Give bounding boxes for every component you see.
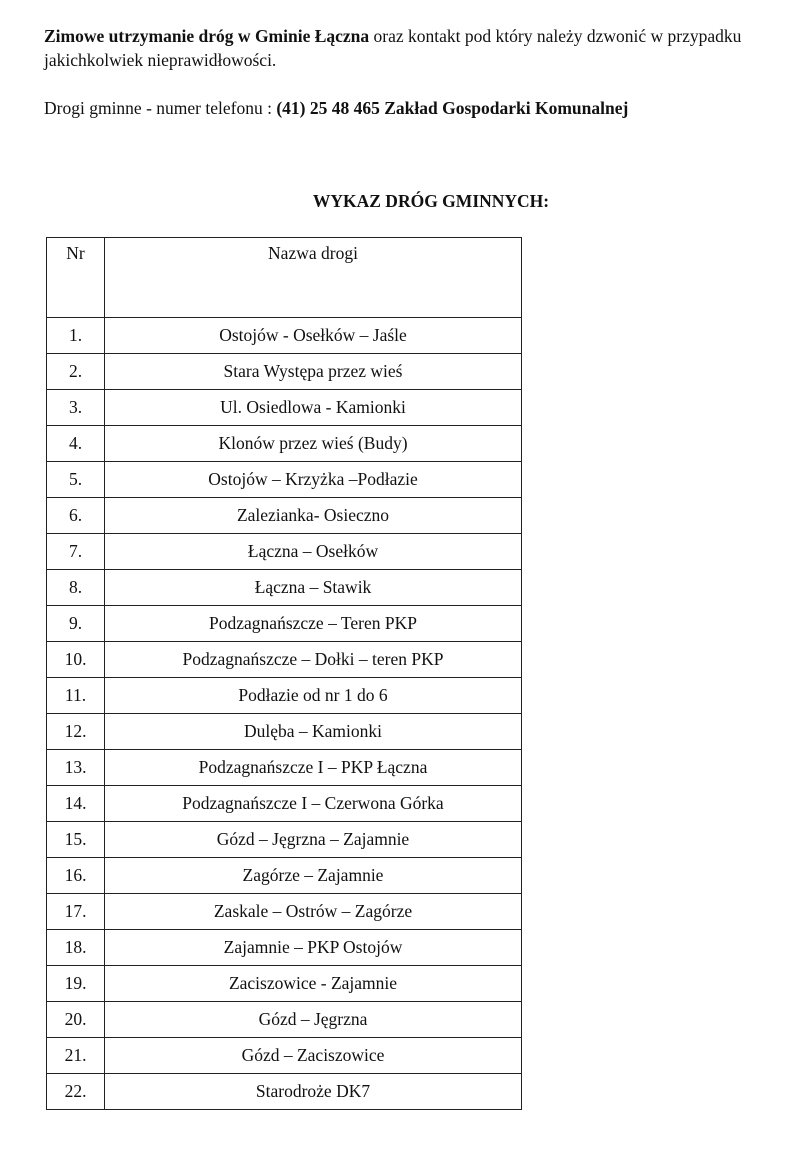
road-name: Zalezianka- Osieczno: [105, 498, 522, 534]
table-row: [47, 390, 522, 426]
row-number: 16.: [47, 858, 105, 894]
road-name: Podzagnańszcze – Dołki – teren PKP: [105, 642, 522, 678]
row-number: 12.: [47, 714, 105, 750]
header-nr: Nr: [47, 238, 105, 318]
table-body: [47, 318, 522, 1110]
row-number: 6.: [47, 498, 105, 534]
road-name: Dulęba – Kamionki: [105, 714, 522, 750]
road-name: Zagórze – Zajamnie: [105, 858, 522, 894]
table-row: [47, 750, 522, 786]
table-header-row: [47, 238, 522, 318]
road-name: Podzagnańszcze I – Czerwona Górka: [105, 786, 522, 822]
table-row: [47, 786, 522, 822]
row-number: 20.: [47, 1002, 105, 1038]
row-number: 4.: [47, 426, 105, 462]
row-number: 22.: [47, 1074, 105, 1110]
table-row: [47, 678, 522, 714]
road-name: Gózd – Zaciszowice: [105, 1038, 522, 1074]
road-name: Podzagnańszcze I – PKP Łączna: [105, 750, 522, 786]
row-number: 2.: [47, 354, 105, 390]
row-number: 8.: [47, 570, 105, 606]
road-name: Gózd – Jęgrzna: [105, 1002, 522, 1038]
intro-bold-text: Zimowe utrzymanie dróg w Gminie Łączna: [44, 26, 370, 46]
table-row: [47, 966, 522, 1002]
row-number: 14.: [47, 786, 105, 822]
table-row: [47, 1002, 522, 1038]
row-number: 7.: [47, 534, 105, 570]
row-number: 13.: [47, 750, 105, 786]
table-row: [47, 714, 522, 750]
table-row: [47, 1074, 522, 1110]
table-row: [47, 426, 522, 462]
road-name: Ostojów - Osełków – Jaśle: [105, 318, 522, 354]
road-name: Łączna – Stawik: [105, 570, 522, 606]
road-name: Zaskale – Ostrów – Zagórze: [105, 894, 522, 930]
row-number: 17.: [47, 894, 105, 930]
table-row: [47, 354, 522, 390]
table-row: [47, 606, 522, 642]
road-name: Stara Występa przez wieś: [105, 354, 522, 390]
row-number: 10.: [47, 642, 105, 678]
row-number: 21.: [47, 1038, 105, 1074]
row-number: 18.: [47, 930, 105, 966]
road-name: Gózd – Jęgrzna – Zajamnie: [105, 822, 522, 858]
row-number: 1.: [47, 318, 105, 354]
row-number: 3.: [47, 390, 105, 426]
row-number: 19.: [47, 966, 105, 1002]
row-number: 15.: [47, 822, 105, 858]
road-name: Podłazie od nr 1 do 6: [105, 678, 522, 714]
phone-number: (41) 25 48 465 Zakład Gospodarki Komunalnej: [276, 98, 629, 118]
list-title: WYKAZ DRÓG GMINNYCH:: [312, 191, 550, 211]
row-number: 5.: [47, 462, 105, 498]
row-number: 9.: [47, 606, 105, 642]
road-name: Ostojów – Krzyżka –Podłazie: [105, 462, 522, 498]
table-row: [47, 822, 522, 858]
table-row: [47, 498, 522, 534]
intro-rest-text: oraz kontakt pod który należy dzwonić w przypadku jakichkolwiek nieprawidłowości.: [44, 26, 742, 70]
road-name: Ul. Osiedlowa - Kamionki: [105, 390, 522, 426]
header-road-name: Nazwa drogi: [105, 238, 522, 318]
road-name: Starodroże DK7: [105, 1074, 522, 1110]
table-row: [47, 930, 522, 966]
phone-prefix: Drogi gminne - numer telefonu :: [44, 98, 277, 118]
table-row: [47, 1038, 522, 1074]
table-row: [47, 642, 522, 678]
phone-paragraph: [44, 96, 784, 120]
road-name: Łączna – Osełków: [105, 534, 522, 570]
road-name: Zaciszowice - Zajamnie: [105, 966, 522, 1002]
roads-table: [46, 237, 522, 1110]
road-name: Podzagnańszcze – Teren PKP: [105, 606, 522, 642]
table-row: [47, 462, 522, 498]
road-name: Klonów przez wieś (Budy): [105, 426, 522, 462]
row-number: 11.: [47, 678, 105, 714]
table-row: [47, 570, 522, 606]
table-row: [47, 858, 522, 894]
table-row: [47, 534, 522, 570]
intro-paragraph: [44, 24, 764, 72]
table-row: [47, 894, 522, 930]
road-name: Zajamnie – PKP Ostojów: [105, 930, 522, 966]
table-row: [47, 318, 522, 354]
